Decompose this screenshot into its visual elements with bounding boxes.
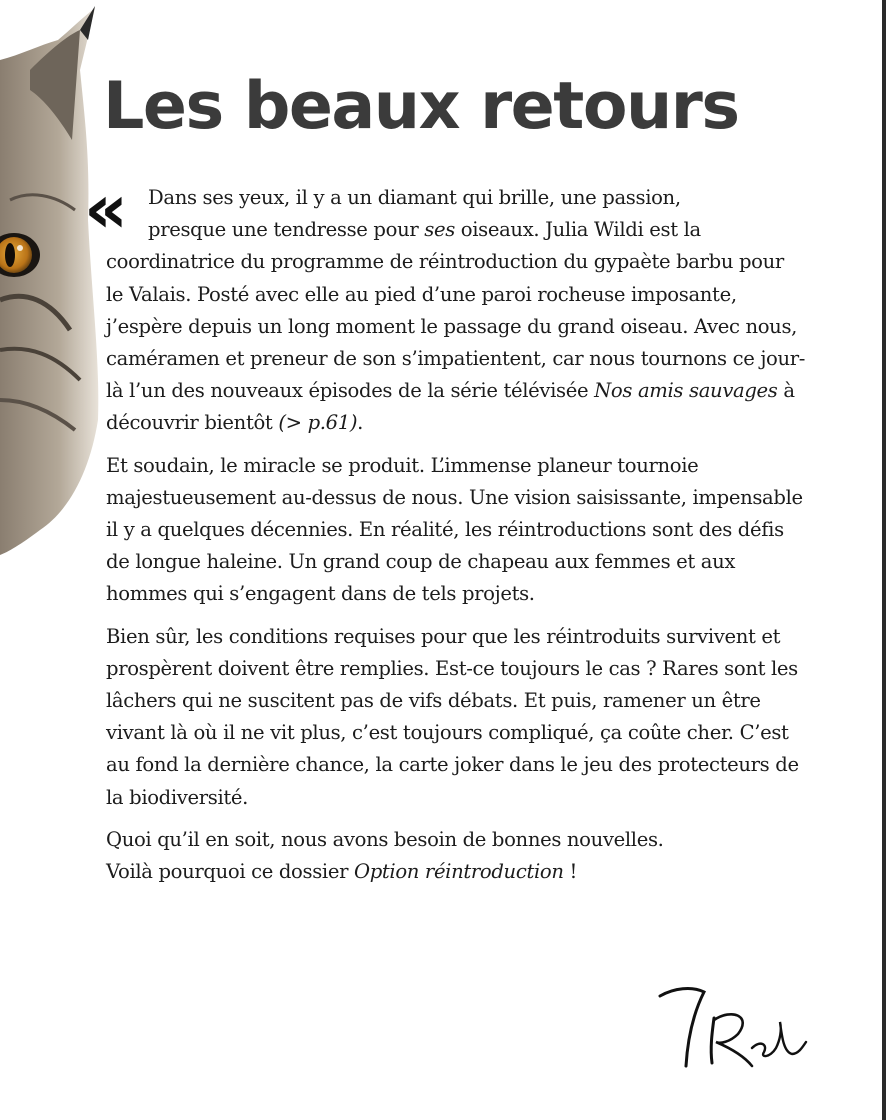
paragraph-1 — [106, 182, 806, 440]
page-title: Les beaux retours — [103, 69, 739, 144]
opening-quote-mark: « — [84, 170, 128, 249]
paragraph-4 — [106, 824, 806, 888]
p4-line-2: Voilà pourquoi ce dossier — [106, 860, 354, 884]
p1-end: . — [357, 411, 364, 435]
p1-line-2: presque une tendresse pour — [148, 218, 425, 242]
paragraph-2: Et soudain, le miracle se produit. L’immense planeur tournoie majestueusement au-dessus de nous. Une vision saisissante, impensable il y a quelques décennies. En réalité, les réintroductions sont des défis de longue haleine. Un grand coup de chapeau aux femmes et aux hommes qui s’engagent dans de tels projets. — [106, 453, 803, 606]
p1-body: coordinatrice du programme de réintroduction du gypaète barbu pour le Valais. Posté avec elle au pied d’une paroi rocheuse imposante, j’espère depuis un long moment le passage du grand oiseau. Avec nous, caméramen et preneur de son s’impatientent, car nous tournons ce jour-là l’un des nouveaux épisodes de la série télévisée — [106, 250, 806, 403]
lynx-illustration — [0, 0, 110, 560]
page-reference: (> p.61) — [278, 411, 358, 435]
editorial-body — [84, 170, 806, 898]
p1-line-2-end: oiseaux. Julia Wildi est la — [454, 218, 701, 242]
page-edge-rule — [882, 0, 886, 1120]
handwritten-signature — [652, 978, 812, 1073]
p4-end: ! — [563, 860, 578, 884]
series-title: Nos amis sauvages — [594, 379, 778, 403]
p1-continue: à découvrir bientôt — [106, 379, 795, 435]
p4-line-1: Quoi qu’il en soit, nous avons besoin de bonnes nouvelles. — [106, 827, 664, 851]
p1-italic-ses: ses — [424, 218, 455, 242]
dossier-title: Option réintroduction — [353, 860, 564, 884]
paragraph-3: Bien sûr, les conditions requises pour que les réintroduits survivent et prospèrent doivent être remplies. Est-ce toujours le cas ? Rares sont les lâchers qui ne suscitent pas de vifs débats. Et puis, ramener un être vivant là où il ne vit plus, c’est toujours compliqué, ça coûte cher. C’est au fond la dernière chance, la carte joker dans le jeu des protecteurs de la biodiversité. — [106, 624, 799, 809]
p1-line-1: Dans ses yeux, il y a un diamant qui brille, une passion, — [148, 186, 681, 209]
